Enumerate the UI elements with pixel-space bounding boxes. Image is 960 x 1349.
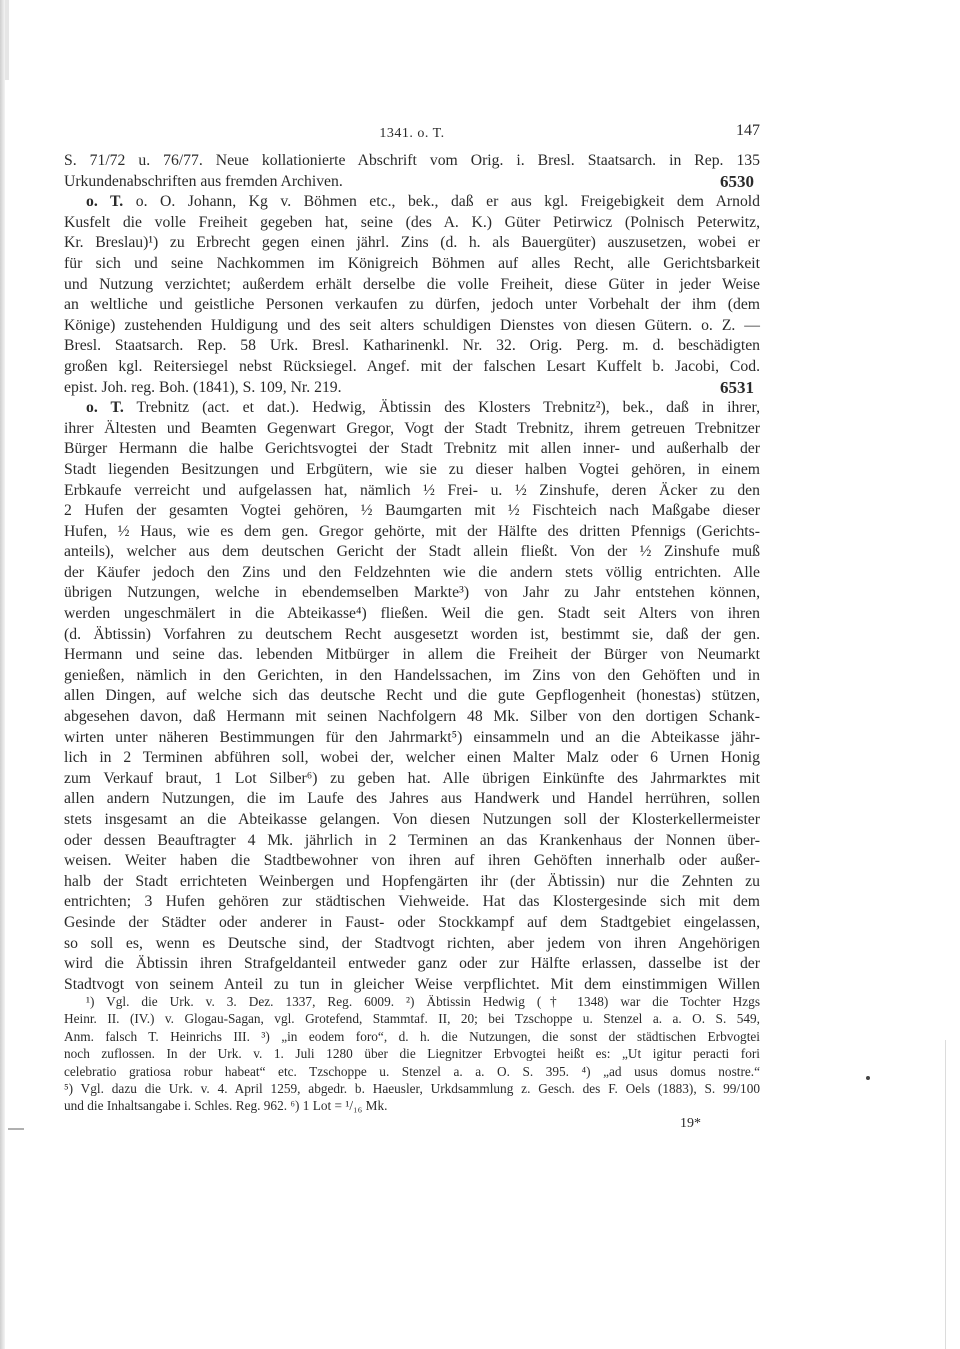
text-line: zum Verkauf braut, 1 Lot Silber⁶) zu geben hat. Alle übrigen Einkünfte des Jahrmarktes mit	[64, 769, 760, 787]
text-line: anteils), welcher aus dem deutschen Gericht der Stadt allein fließt. Von der ½ Zinshufe muß	[64, 543, 760, 561]
text-line: ihrer Ältesten und Beamten Gegenwart Gregor, Vogt der Stadt Trebnitz, ihrem getreuen Trebnitzer	[64, 419, 760, 437]
scan-fold-line	[945, 1040, 946, 1349]
footnote-line: ¹) Vgl. die Urk. v. 3. Dez. 1337, Reg. 6009. ²) Äbtissin Hedwig († 1348) war die Tochter Hzgs	[86, 994, 760, 1009]
running-header-date: 1341. o. T.	[379, 126, 445, 141]
text-line: stets insgesamt an die Abteikasse gelangen. Von diesen Nutzungen soll der Klosterkellermeister	[64, 811, 760, 828]
text-line-content: epist. Joh. reg. Boh. (1841), S. 109, Nr. 219.	[64, 378, 342, 396]
text-line-content: o. O. Johann, Kg v. Böhmen etc., bek., daß er aus kgl. Freigebigkeit dem Arnold	[135, 193, 761, 211]
text-line: abgesehen davon, daß Hermann mit seinen Nachfolgern 48 Mk. Silber von den dortigen Schank-	[64, 708, 760, 726]
running-header	[64, 122, 760, 146]
footnote-line: celebratio gratiosa robur habeat“ etc. Tzschoppe u. Stenzel a. a. O. S. 395. ⁴) „ad usus domus nostre.“	[64, 1063, 760, 1079]
scan-edge	[0, 0, 5, 1349]
regest-number-6531: 6531	[720, 377, 754, 397]
text-line: Hermann und seine das. lebenden Mitbürger in allem die Freiheit der Bürger von Neumarkt	[64, 646, 760, 664]
text-line: Hufen, ½ Haus, wie es dem gen. Gregor gehörte, mit der Hälfte des dritten Pfennigs (Gerichts-	[64, 522, 760, 540]
text-line: großen kgl. Reitersiegel nebst Rücksiegel. Angef. mit der falschen Lesart Kuffelt b. Jacobi, Cod.	[64, 357, 760, 375]
text-line: Bresl. Staatsarch. Rep. 58 Urk. Bresl. Katharinenkl. Nr. 32. Orig. Perg. m. d. beschädigten	[64, 337, 760, 355]
text-line: Kusfelt die volle Freiheit gegeben hat, seine (des A. K.) Güter Petirwicz (Polnisch Peterwitz,	[64, 213, 760, 231]
footnote-line: ⁵) Vgl. dazu die Urk. v. 4. April 1259, abgedr. b. Haeusler, Urkdsammlung z. Gesch. des F. Oels (1883), S. 99/100	[64, 1081, 760, 1097]
text-line: und Nutzung verzichtet; außerdem erhält derselbe die volle Freiheit, diese Güter in jeder Weise	[64, 275, 760, 293]
text-line: lich in 2 Terminen abführen soll, wobei der, welcher einen Malter Malz oder 6 Urnen Honig	[64, 749, 760, 767]
footnote-line: noch zuflossen. In der Urk. v. 1. Juli 1280 über die Liegnitzer Erbvogtei heißt es: „Ut igitur peracti fori	[64, 1046, 760, 1062]
scan-margin-mark	[8, 1128, 24, 1130]
text-line: Erbkaufe verreicht und aufgelassen hat, nämlich ½ Frei- u. ½ Zinshufe, deren Äcker zu den	[64, 481, 760, 499]
text-line: für sich und seine Nachkommen im Königreich Böhmen auf alles Recht, alle Gerichtsbarkeit	[64, 254, 760, 272]
text-line: der Käufer jedoch den Zins und den Feldzehnten wie die andern stets völlig entrichten. Alle	[64, 563, 760, 581]
text-line: werden ungeschmälert in die Abteikasse⁴) fließen. Weil die gen. Stadt seit Alters von ihren	[64, 605, 760, 623]
text-line: Gesinde der Städter oder anderer in Faust- oder Stockkampf auf dem Stadtgebiet eingelassen,	[64, 913, 760, 931]
scan-edge-shadow	[5, 0, 9, 80]
text-line: 2 Hufen der gesamten Vogtei gehören, ½ Baumgarten mit ½ Fischteich nach Maßgabe dieser	[64, 502, 760, 520]
footnote-line: und die Inhaltsangabe i. Schles. Reg. 962. ⁶) 1 Lot = ¹/₁₆ Mk.	[64, 1098, 388, 1114]
text-line: wird die Äbtissin ihren Strafgeldanteil entweder ganz oder zur Hälfte erlassen, dasselbe ist der	[64, 955, 760, 973]
page-number: 147	[736, 122, 760, 139]
text-line: Kr. Breslau)¹) zu Erbrecht gegen einen jährl. Zins (d. h. als Bauergüter) auszusetzen, wobei er	[64, 234, 760, 252]
text-line: allen andern Nutzungen, die im Laufe des Jahres aus Handwerk und Handel herrühren, sollen	[64, 790, 760, 808]
text-line: weisen. Weiter haben die Stadtbewohner von ihren auf ihren Gehöften innerhalb oder außer-	[64, 852, 760, 870]
text-line: oder dessen Beauftragter 4 Mk. jährlich in 2 Terminen an das Krankenhaus der Nonnen über-	[64, 831, 760, 849]
scan-speck	[866, 1076, 870, 1080]
footnote-line: Anm. falsch T. Heinrichs III. ³) „in eodem foro“, d. h. die Nutzungen, die sonst der städtischen Erbvogtei	[64, 1028, 760, 1044]
text-line: allen Dingen, auf welche sich das deutsche Recht und die gute Gepflogenheit (honestas) stützen,	[64, 687, 760, 705]
text-line: an weltliche und geistliche Personen verkaufen zu dürfen, jedoch unter Vorbehalt der ihm (dem	[64, 296, 760, 314]
text-line: Bürger Hermann die halbe Gerichtsvogtei der Stadt Trebnitz mit allen inner- und außerhalb der	[64, 440, 760, 458]
text-line: halb der Stadt errichteten Weinbergen und Hopfengärten ihr (der Äbtissin) nur die Zehnten zu	[64, 872, 760, 890]
text-line	[64, 192, 760, 213]
text-line: S. 71/72 u. 76/77. Neue kollationierte Abschrift vom Orig. i. Bresl. Staatsarch. in Rep. 135	[64, 152, 760, 169]
text-line: Könige) zustehenden Huldigung und des seit alters schuldigen Dienstes von diesen Gütern. o. Z. —	[64, 316, 760, 334]
entry-date: o. T.	[86, 193, 124, 211]
text-line-content: Urkundenabschriften aus fremden Archiven.	[64, 172, 343, 190]
text-line-content: Trebnitz (act. et dat.). Hedwig, Äbtissin des Klosters Trebnitz²), bek., daß in ihrer,	[136, 399, 761, 417]
text-line	[64, 172, 760, 193]
text-line: übrigen Nutzungen, welche in ebendemselben Markte³) von Jahr zu Jahr entstehen können,	[64, 584, 760, 602]
footnotes	[64, 993, 760, 1115]
text-line: so soll es, wenn es Deutsche sind, der Stadtvogt richten, aber jedem von ihren Angehörigen	[64, 934, 760, 952]
signature-mark: 19*	[680, 1116, 701, 1131]
text-line: (d. Äbtissin) Vorfahren zu deutschem Recht ausgesetzt worden ist, bestimmt sie, daß der gen.	[64, 625, 760, 643]
footnote-line: Heinr. II. (IV.) v. Glogau-Sagan, vgl. Grotefend, Stammtaf. II, 20; bei Tzschoppe u. Stenzel a. a. O. S. 549,	[64, 1011, 760, 1027]
text-line	[64, 378, 760, 399]
text-line: genießen, nämlich in den Gerichten, in den Handelssachen, im Zins von den Gehöften und in	[64, 666, 760, 684]
text-line: wirten unter näheren Bestimmungen für den Jahrmarkt⁵) einsammeln und an die Abteikasse jähr-	[64, 728, 760, 746]
entry-date: o. T.	[86, 399, 124, 417]
regest-number-6530: 6530	[720, 171, 754, 191]
text-line: entrichten; 3 Hufen gehören zur städtischen Viehweide. Hat das Klostergesinde sich mit dem	[64, 893, 760, 911]
text-line	[64, 398, 760, 419]
main-text	[64, 151, 760, 995]
text-line: Stadtvogt von seinem Anteil zu tun in gleicher Weise verpflichtet. Mit dem einstimmigen Willen	[64, 975, 760, 993]
text-line: Stadt liegenden Besitzungen und Erbgütern, wie sie zu dieser halben Vogtei gehören, in einem	[64, 460, 760, 478]
